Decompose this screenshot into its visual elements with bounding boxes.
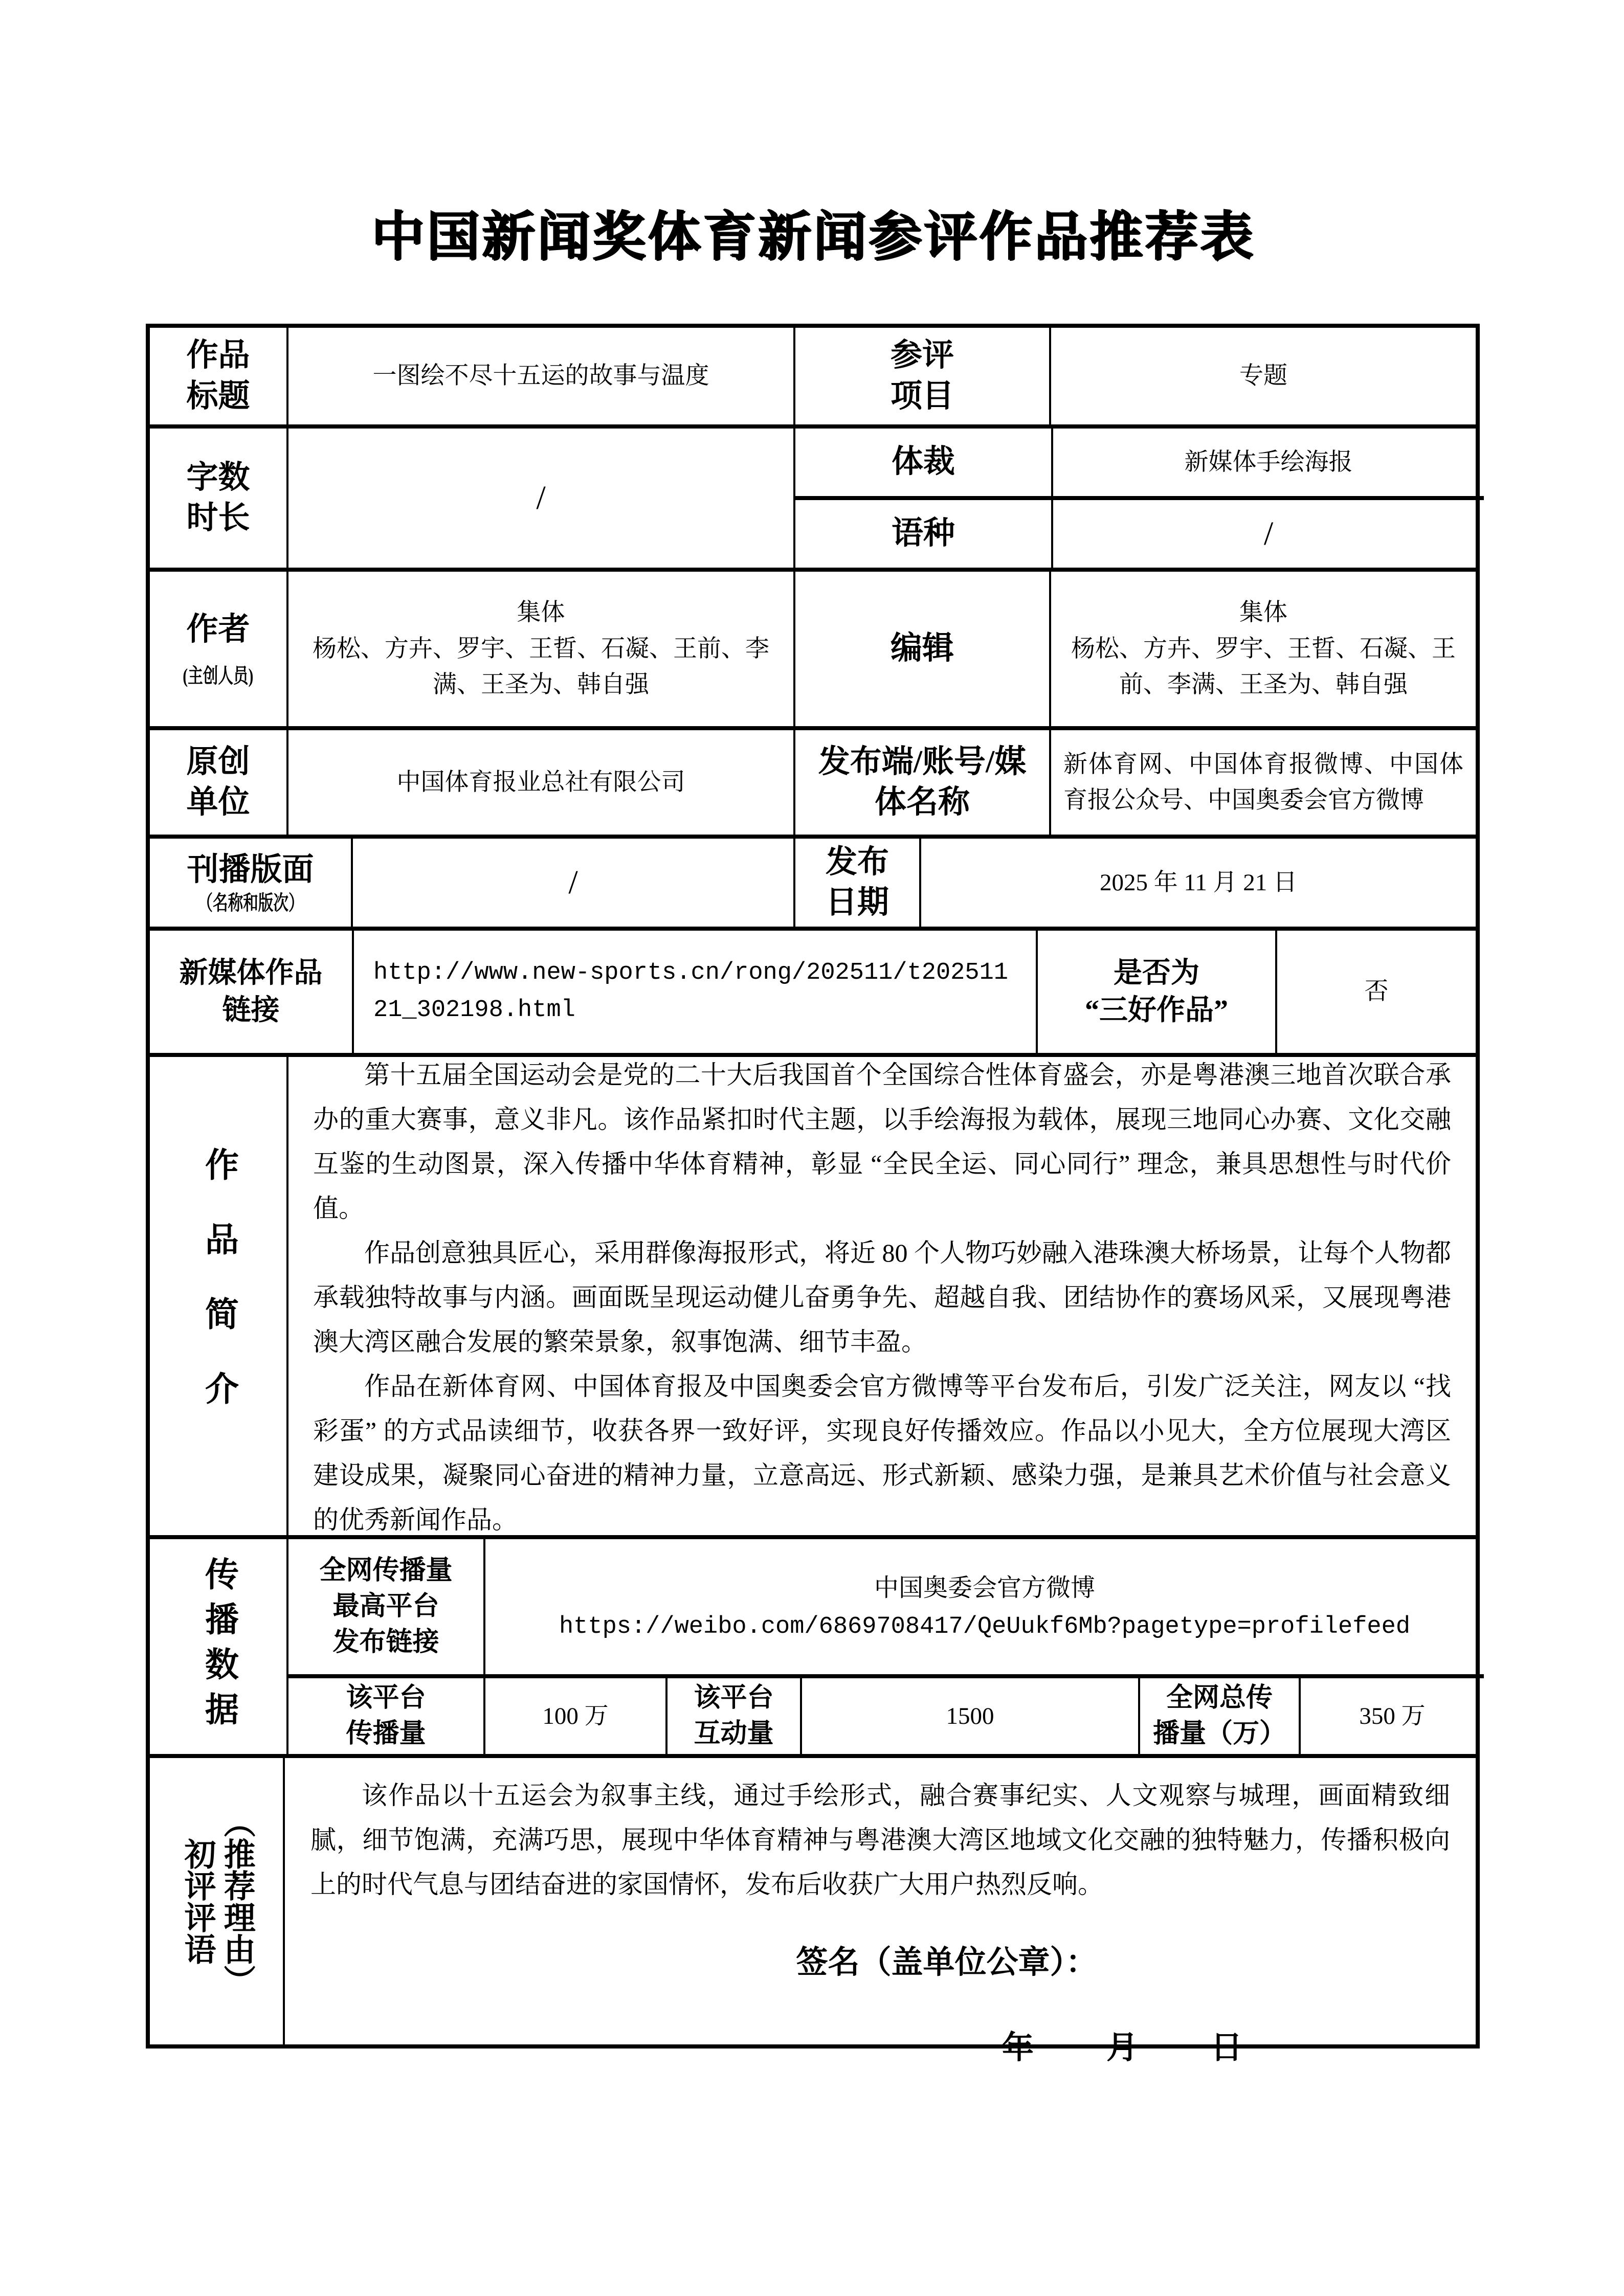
- genre-subrow: [795, 429, 1484, 500]
- publish-layout-sublabel: （名称和版次）: [197, 891, 304, 914]
- top-platform-subrow: [288, 1539, 1484, 1678]
- genre-language-block: [793, 429, 1484, 568]
- review-label-col2: （推荐理由）: [219, 1806, 254, 1996]
- spread-data-block: [286, 1539, 1484, 1754]
- platform-volume-label: 该平台 传播量: [346, 1683, 426, 1748]
- three-good-value: 否: [1275, 931, 1476, 1053]
- summary-paragraph-1: 第十五届全国运动会是党的二十大后我国首个全国综合性体育盛会，亦是粤港澳三地首次联合承办的重大赛事，意义非凡。该作品紧扣时代主题，以手绘海报为载体，展现三地同心办赛、文化交融互鉴的生动图景，深入传播中华体育精神，彰显 “全民全运、同心同行” 理念，兼具思想性与时代价值。: [313, 1061, 1451, 1223]
- row-work-title: [150, 328, 1476, 429]
- three-good-label: 是否为 “三好作品”: [1036, 931, 1275, 1053]
- metrics-subrow: [288, 1678, 1484, 1754]
- entry-category-value: 专题: [1049, 328, 1476, 424]
- row-spread-data: [150, 1539, 1476, 1758]
- signature-label: 签名（盖单位公章）：: [796, 1945, 1098, 1980]
- new-media-link-label: 新媒体作品 链接: [179, 957, 323, 1026]
- language-subrow: [795, 500, 1484, 568]
- publish-platform-label: 发布端/账号/媒体名称: [793, 730, 1049, 835]
- genre-value: 新媒体手绘海报: [1051, 429, 1484, 496]
- publish-date-value: 2025 年 11 月 21 日: [919, 839, 1476, 927]
- row-new-media-link: [150, 931, 1476, 1057]
- original-unit-value: 中国体育报业总社有限公司: [286, 730, 793, 835]
- author-sublabel: (主创人员): [183, 664, 254, 687]
- platform-interaction-label: 该平台 互动量: [665, 1678, 800, 1754]
- summary-paragraph-3: 作品在新体育网、中国体育报及中国奥委会官方微博等平台发布后，引发广泛关注，网友以 “找彩蛋” 的方式品读细节，收获各界一致好评，实现良好传播效应。作品以小见大，全方位展现大湾区建设成果，凝聚同心奋进的精神力量，立意高远、形式新颖、感染力强，是兼具艺术价值与社会意义的优秀新闻作品。: [313, 1372, 1451, 1534]
- genre-label: 体裁: [891, 444, 955, 480]
- top-platform-name: 中国奥委会官方微博: [874, 1574, 1095, 1602]
- platform-interaction-value: 1500: [800, 1678, 1138, 1754]
- publish-date-label: 发布 日期: [793, 839, 919, 927]
- editor-value: 集体 杨松、方卉、罗宇、王晢、石凝、王前、李满、王圣为、韩自强: [1049, 572, 1476, 726]
- word-count-value: /: [286, 429, 793, 568]
- review-label-col1: 初评评语: [180, 1838, 214, 1965]
- review-comment: 该作品以十五运会为叙事主线，通过手绘形式，融合赛事纪实、人文观察与城理，画面精致细腻，细节饱满，充满巧思，展现中华体育精神与粤港澳大湾区地域文化交融的独特魅力，传播积极向上的时代气息与团结奋进的家国情怀，发布后收获广大用户热烈反响。: [310, 1781, 1450, 1899]
- row-original-unit: [150, 730, 1476, 839]
- publish-platform-value: 新体育网、中国体育报微博、中国体育报公众号、中国奥委会官方微博: [1049, 730, 1476, 835]
- review-content: [283, 1758, 1476, 2065]
- editor-label: 编辑: [793, 572, 1049, 726]
- publish-layout-label: 刊播版面 （名称和版次）: [187, 852, 314, 914]
- summary-paragraph-2: 作品创意独具匠心，采用群像海报形式，将近 80 个人物巧妙融入港珠澳大桥场景，让每个人物都承载独特故事与内涵。画面既呈现运动健儿奋勇争先、超越自我、团结协作的赛场风采，又展现粤港澳大湾区融合发展的繁荣景象，叙事饱满、细节丰盈。: [313, 1239, 1451, 1356]
- total-volume-label: 全网总传 播量（万）: [1138, 1678, 1299, 1754]
- language-value: /: [1051, 500, 1484, 568]
- publish-layout-value: /: [351, 839, 793, 927]
- new-media-link-value: http://www.new-sports.cn/rong/202511/t20251121_302198.html: [352, 931, 1036, 1053]
- original-unit-label: 原创 单位: [186, 744, 250, 820]
- work-title-value: 一图绘不尽十五运的故事与温度: [286, 328, 793, 424]
- row-word-count: [150, 429, 1476, 572]
- top-platform-value: [483, 1539, 1484, 1674]
- summary-label: 作品简介: [199, 1146, 237, 1446]
- spread-data-label: 传播数据: [199, 1557, 237, 1737]
- page-title: 中国新闻奖体育新闻参评作品推荐表: [370, 208, 1255, 266]
- recommendation-form-table: [146, 324, 1480, 2065]
- row-summary: [150, 1057, 1476, 1539]
- word-count-label: 字数 时长: [186, 460, 250, 535]
- author-value: 集体 杨松、方卉、罗宇、王晢、石凝、王前、李满、王圣为、韩自强: [286, 572, 793, 726]
- top-platform-label: 全网传播量 最高平台 发布链接: [319, 1556, 453, 1657]
- top-platform-url: https://weibo.com/6869708417/QeUukf6Mb?pagetype=profilefeed: [559, 1613, 1411, 1641]
- row-author-editor: [150, 572, 1476, 730]
- summary-value: [286, 1057, 1476, 1535]
- row-publish-layout: [150, 839, 1476, 931]
- platform-volume-value: 100 万: [483, 1678, 665, 1754]
- row-review: [150, 1758, 1476, 2065]
- total-volume-value: 350 万: [1299, 1678, 1484, 1754]
- author-label: 作者 (主创人员): [183, 612, 254, 687]
- entry-category-label: 参评 项目: [793, 328, 1049, 424]
- language-label: 语种: [891, 516, 955, 551]
- review-label: [150, 1758, 283, 2044]
- date-blanks: 年 月 日: [1002, 2031, 1245, 2065]
- work-title-label: 作品 标题: [186, 338, 250, 414]
